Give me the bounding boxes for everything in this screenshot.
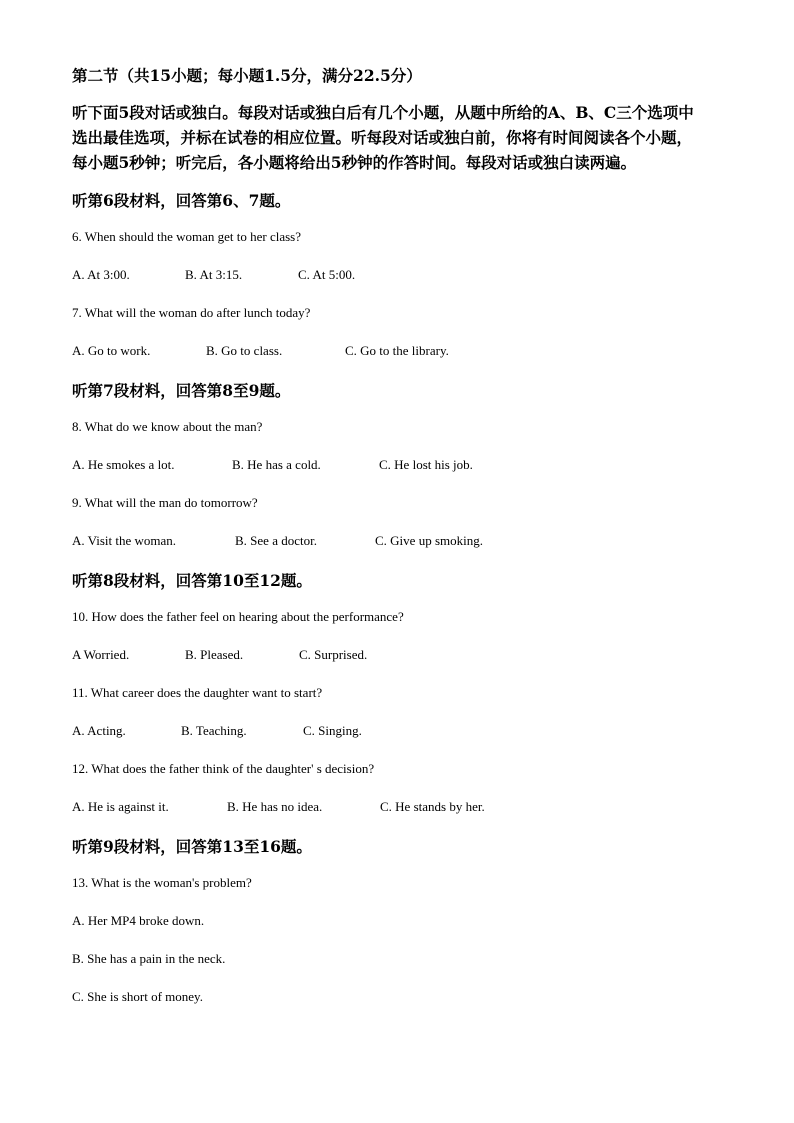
question-9-option-a: A. Visit the woman.: [72, 533, 177, 548]
group-heading-2: 听第7段材料，回答第8至9题。: [72, 381, 291, 400]
question-13: 13. What is the woman's problem?: [72, 875, 252, 890]
question-13-option-b: B. She has a pain in the neck.: [72, 951, 226, 966]
section-title: 第二节（共15小题；每小题1.5分，满分22.5分）: [72, 66, 422, 85]
group-heading-4: 听第9段材料，回答第13至16题。: [72, 837, 312, 856]
question-11-option-c: C. Singing.: [303, 723, 362, 738]
question-7-option-c: C. Go to the library.: [345, 343, 449, 358]
question-8-option-b: B. He has a cold.: [232, 457, 321, 472]
instruction-line-3: 每小题5秒钟；听完后，各小题将给出5秒钟的作答时间。每段对话或独白读两遍。: [72, 153, 637, 172]
question-12: 12. What does the father think of the daughter' s decision?: [72, 761, 375, 776]
question-8-option-a: A. He smokes a lot.: [72, 457, 175, 472]
question-13-option-a: A. Her MP4 broke down.: [72, 913, 205, 928]
question-12-option-b: B. He has no idea.: [227, 799, 323, 814]
instruction-line-2: 选出最佳选项，并标在试卷的相应位置。听每段对话或独白前，你将有时间阅读各个小题，: [72, 128, 693, 147]
question-8: 8. What do we know about the man?: [72, 419, 263, 434]
question-6-option-a: A. At 3:00.: [72, 267, 130, 282]
question-7: 7. What will the woman do after lunch today?: [72, 305, 311, 320]
question-12-option-a: A. He is against it.: [72, 799, 169, 814]
question-9: 9. What will the man do tomorrow?: [72, 495, 258, 510]
question-9-option-c: C. Give up smoking.: [375, 533, 483, 548]
instruction-line-1: 听下面5段对话或独白。每段对话或独白后有几个小题，从题中所给的A、B、C三个选项中: [72, 103, 694, 122]
question-10-option-b: B. Pleased.: [185, 647, 244, 662]
question-10: 10. How does the father feel on hearing about the performance?: [72, 609, 404, 624]
group-heading-3: 听第8段材料，回答第10至12题。: [72, 571, 312, 590]
group-heading-1: 听第6段材料，回答第6、7题。: [72, 191, 291, 210]
question-13-option-c: C. She is short of money.: [72, 989, 203, 1004]
question-6-option-b: B. At 3:15.: [185, 267, 243, 282]
question-11-option-a: A. Acting.: [72, 723, 126, 738]
question-12-option-c: C. He stands by her.: [380, 799, 485, 814]
question-8-option-c: C. He lost his job.: [379, 457, 473, 472]
question-6-option-c: C. At 5:00.: [298, 267, 356, 282]
question-7-option-b: B. Go to class.: [206, 343, 283, 358]
question-7-option-a: A. Go to work.: [72, 343, 151, 358]
question-11-option-b: B. Teaching.: [181, 723, 247, 738]
question-9-option-b: B. See a doctor.: [235, 533, 317, 548]
question-10-option-c: C. Surprised.: [299, 647, 368, 662]
question-11: 11. What career does the daughter want to start?: [72, 685, 323, 700]
question-10-option-a: A Worried.: [72, 647, 130, 662]
question-6: 6. When should the woman get to her class?: [72, 229, 302, 244]
